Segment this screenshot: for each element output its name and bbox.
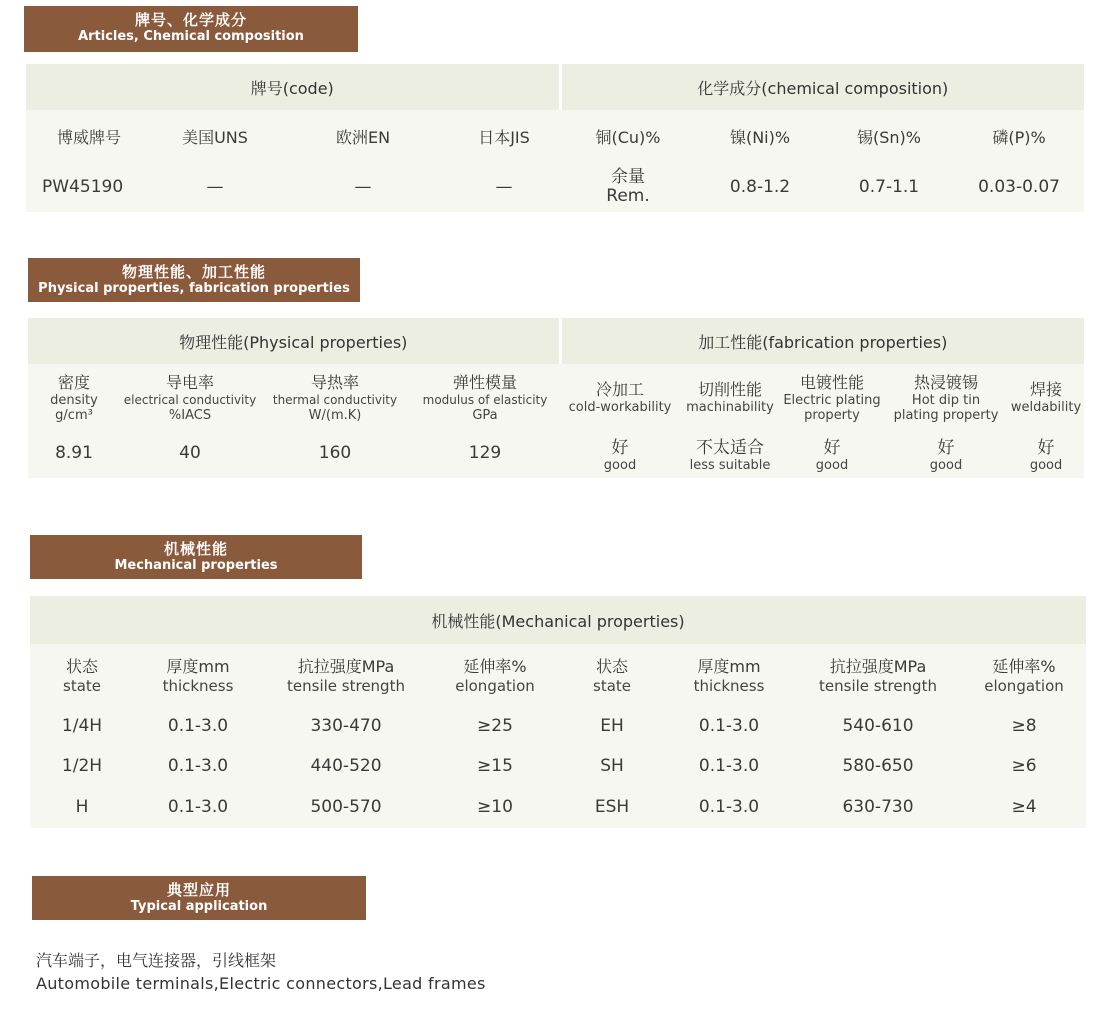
cell-thickness: 0.1-3.0 bbox=[167, 797, 229, 817]
cell-modulus: 129 bbox=[468, 443, 502, 463]
section-title-en: Mechanical properties bbox=[114, 558, 278, 573]
cell-sn: 0.7-1.1 bbox=[858, 177, 920, 197]
col-header-state-2 bbox=[560, 644, 664, 706]
cell-thermal: 160 bbox=[318, 443, 352, 463]
header-cn: 导热率 bbox=[310, 372, 359, 392]
cell-thickness-2: 0.1-3.0 bbox=[698, 797, 760, 817]
group-header-physical: 物理性能(Physical properties) bbox=[28, 318, 560, 364]
col-header-uns: 美国UNS bbox=[182, 127, 248, 147]
header-en: machinability bbox=[686, 400, 774, 415]
header-en2: plating property bbox=[893, 407, 999, 423]
header-cn: 状态 bbox=[595, 657, 628, 676]
cell-cold-work bbox=[560, 428, 680, 478]
cell-thickness: 0.1-3.0 bbox=[167, 716, 229, 736]
section-title-cn: 典型应用 bbox=[166, 881, 231, 899]
header-unit: W/(m.K) bbox=[308, 407, 362, 423]
header-cn: 抗拉强度MPa bbox=[297, 657, 395, 676]
cell-conductivity: 40 bbox=[179, 443, 201, 463]
col-header-weldability bbox=[1008, 364, 1084, 428]
header-cn: 密度 bbox=[57, 372, 90, 392]
header-en: modulus of elasticity bbox=[422, 392, 548, 407]
col-header-cold-work bbox=[560, 364, 680, 428]
col-header-ni: 镍(Ni)% bbox=[729, 127, 791, 147]
section-banner-application bbox=[32, 876, 366, 920]
header-cn: 抗拉强度MPa bbox=[829, 657, 927, 676]
header-cn: 厚度mm bbox=[166, 657, 230, 676]
header-cn: 冷加工 bbox=[595, 380, 644, 399]
header-en: state bbox=[63, 677, 101, 695]
application-text-cn: 汽车端子，电气连接器，引线框架 bbox=[36, 951, 277, 970]
cell-tensile-2: 540-610 bbox=[842, 716, 914, 736]
table-row bbox=[30, 786, 1086, 828]
col-header-pw-code: 博威牌号 bbox=[56, 127, 121, 147]
cell-thickness: 0.1-3.0 bbox=[167, 756, 229, 776]
header-cn: 弹性模量 bbox=[452, 372, 517, 392]
header-unit: %IACS bbox=[168, 407, 212, 423]
col-header-conductivity bbox=[120, 364, 260, 428]
cell-elongation-2: ≥4 bbox=[1011, 797, 1037, 817]
cell-thickness-2: 0.1-3.0 bbox=[698, 716, 760, 736]
composition-table bbox=[26, 64, 1084, 212]
mechanical-table bbox=[30, 596, 1086, 828]
cell-tensile: 330-470 bbox=[310, 716, 382, 736]
header-en: weldability bbox=[1010, 400, 1082, 415]
group-header-fabrication: 加工性能(fabrication properties) bbox=[560, 318, 1084, 364]
cell-cu-cn: 余量 bbox=[611, 167, 646, 187]
header-en: thickness bbox=[693, 677, 765, 695]
header-cn: 热浸镀锡 bbox=[913, 372, 978, 392]
value-cn: 好 bbox=[611, 438, 629, 458]
header-en: tensile strength bbox=[287, 677, 405, 695]
cell-elongation-2: ≥8 bbox=[1011, 716, 1037, 736]
col-header-density bbox=[28, 364, 120, 428]
section-title-en: Typical application bbox=[130, 899, 268, 914]
cell-thickness-2: 0.1-3.0 bbox=[698, 756, 760, 776]
cell-weldability bbox=[1008, 428, 1084, 478]
cell-elongation: ≥15 bbox=[477, 756, 513, 776]
header-en: Electric plating bbox=[783, 392, 881, 408]
cell-machinability bbox=[680, 428, 780, 478]
col-header-elongation-2 bbox=[962, 644, 1086, 706]
cell-tensile-2: 630-730 bbox=[842, 797, 914, 817]
header-en: electrical conductivity bbox=[123, 392, 257, 407]
header-cn: 导电率 bbox=[165, 372, 214, 392]
header-cn: 焊接 bbox=[1030, 380, 1063, 399]
cell-plating bbox=[780, 428, 884, 478]
header-en: tensile strength bbox=[819, 677, 937, 695]
header-en: state bbox=[593, 677, 631, 695]
col-header-tensile bbox=[262, 644, 430, 706]
cell-pw-code: PW45190 bbox=[42, 177, 124, 197]
cell-density: 8.91 bbox=[55, 443, 93, 463]
table-row bbox=[30, 706, 1086, 746]
value-cn: 好 bbox=[823, 438, 841, 458]
value-cn: 好 bbox=[937, 438, 955, 458]
cell-state: 1/4H bbox=[61, 716, 103, 736]
col-header-elongation bbox=[430, 644, 560, 706]
section-title-en: Physical properties, fabrication properties bbox=[38, 281, 350, 296]
col-header-tensile-2 bbox=[794, 644, 962, 706]
value-en: good bbox=[603, 458, 637, 473]
group-header-mechanical: 机械性能(Mechanical properties) bbox=[30, 596, 1086, 644]
cell-hot-dip bbox=[884, 428, 1008, 478]
header-en: elongation bbox=[455, 677, 535, 695]
application-text-en: Automobile terminals,Electric connectors,Lead frames bbox=[36, 974, 486, 993]
header-unit: GPa bbox=[472, 407, 498, 423]
header-cn: 厚度mm bbox=[697, 657, 761, 676]
value-cn: 不太适合 bbox=[696, 438, 764, 458]
header-en2: property bbox=[804, 407, 860, 423]
section-title-cn: 牌号、化学成分 bbox=[134, 11, 247, 29]
col-header-en: 欧洲EN bbox=[335, 127, 391, 147]
cell-state-2: EH bbox=[600, 716, 624, 736]
header-en: thermal conductivity bbox=[272, 392, 398, 407]
cell-cu-en: Rem. bbox=[606, 186, 650, 206]
group-header-chemical: 化学成分(chemical composition) bbox=[560, 64, 1084, 110]
value-en: good bbox=[1029, 458, 1063, 473]
cell-elongation-2: ≥6 bbox=[1011, 756, 1037, 776]
header-en: Hot dip tin bbox=[911, 392, 981, 408]
header-cn: 切削性能 bbox=[697, 380, 762, 399]
col-header-jis: 日本JIS bbox=[478, 127, 530, 147]
col-header-thermal bbox=[260, 364, 410, 428]
section-title-cn: 物理性能、加工性能 bbox=[121, 263, 266, 281]
cell-ni: 0.8-1.2 bbox=[729, 177, 791, 197]
col-header-thickness bbox=[134, 644, 262, 706]
cell-elongation: ≥10 bbox=[477, 797, 513, 817]
header-en: density bbox=[50, 392, 98, 408]
cell-p: 0.03-0.07 bbox=[978, 177, 1060, 197]
header-en: thickness bbox=[162, 677, 234, 695]
table-row bbox=[30, 746, 1086, 786]
cell-jis: — bbox=[495, 177, 513, 197]
cell-state: 1/2H bbox=[61, 756, 103, 776]
col-header-cu: 铜(Cu)% bbox=[595, 127, 661, 147]
cell-elongation: ≥25 bbox=[477, 716, 513, 736]
header-en: cold-workability bbox=[568, 400, 672, 415]
section-banner-physical bbox=[28, 258, 360, 302]
section-title-cn: 机械性能 bbox=[163, 540, 228, 558]
group-header-code: 牌号(code) bbox=[26, 64, 560, 110]
header-en: elongation bbox=[984, 677, 1064, 695]
section-banner-articles bbox=[24, 6, 358, 52]
col-header-p: 磷(P)% bbox=[992, 127, 1046, 147]
section-banner-mechanical bbox=[30, 535, 362, 579]
col-header-thickness-2 bbox=[664, 644, 794, 706]
cell-uns: — bbox=[206, 177, 224, 197]
col-header-hot-dip bbox=[884, 364, 1008, 428]
value-cn: 好 bbox=[1037, 438, 1055, 458]
cell-tensile-2: 580-650 bbox=[842, 756, 914, 776]
cell-tensile: 440-520 bbox=[310, 756, 382, 776]
header-unit: g/cm³ bbox=[55, 407, 93, 423]
value-en: good bbox=[815, 458, 849, 473]
cell-cu bbox=[560, 162, 696, 212]
cell-state-2: SH bbox=[600, 756, 624, 776]
header-cn: 延伸率% bbox=[463, 657, 527, 676]
header-cn: 延伸率% bbox=[992, 657, 1056, 676]
header-cn: 状态 bbox=[65, 657, 98, 676]
cell-tensile: 500-570 bbox=[310, 797, 382, 817]
cell-state-2: ESH bbox=[594, 797, 630, 817]
col-header-sn: 锡(Sn)% bbox=[857, 127, 922, 147]
col-header-plating bbox=[780, 364, 884, 428]
col-header-modulus bbox=[410, 364, 560, 428]
cell-en: — bbox=[354, 177, 372, 197]
col-header-state bbox=[30, 644, 134, 706]
header-cn: 电镀性能 bbox=[799, 372, 864, 392]
physical-table bbox=[28, 318, 1084, 478]
value-en: less suitable bbox=[689, 458, 771, 473]
col-header-machinability bbox=[680, 364, 780, 428]
value-en: good bbox=[929, 458, 963, 473]
section-title-en: Articles, Chemical composition bbox=[78, 29, 304, 44]
cell-state: H bbox=[75, 797, 89, 817]
